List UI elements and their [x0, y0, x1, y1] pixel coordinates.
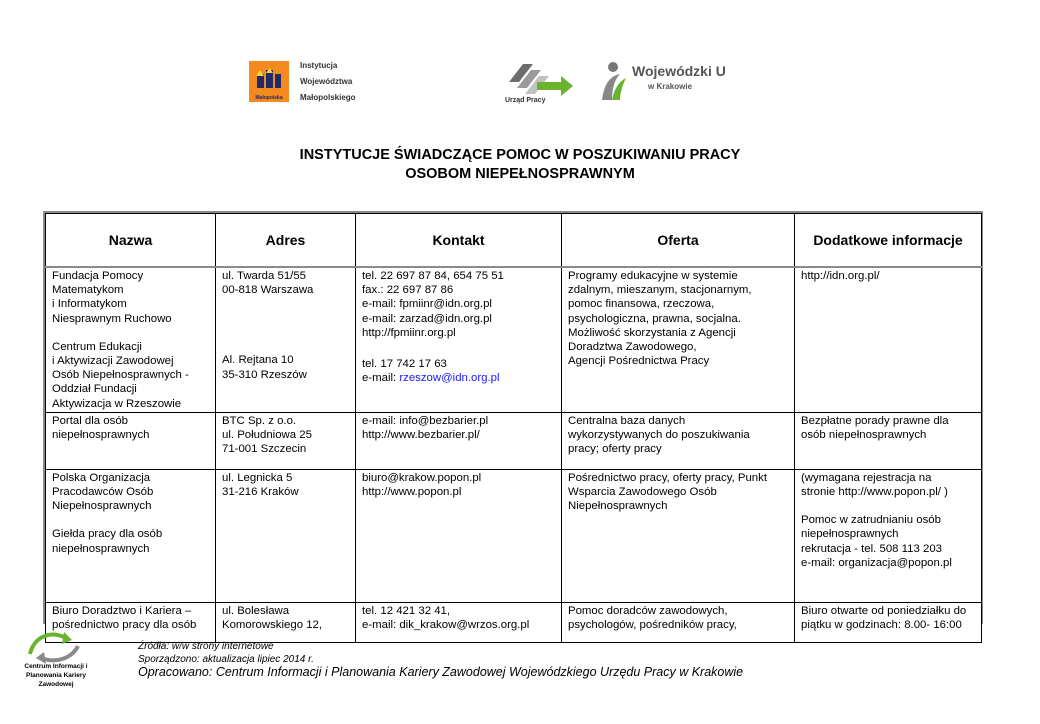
- cell-oferta: [562, 602, 795, 642]
- info-text: (wymagana rejestracja na stronie http://www.popon.pl/ ): [801, 471, 948, 499]
- table-row: [46, 469, 982, 602]
- cell-oferta: [562, 267, 795, 412]
- urzad-pracy-caption: Urząd Pracy: [505, 97, 546, 104]
- cell-kontakt: [356, 267, 562, 412]
- column-header-adres: Adres: [216, 214, 356, 268]
- cell-nazwa: [46, 469, 216, 602]
- cell-kontakt: [356, 602, 562, 642]
- oferta-text: Pośrednictwo pracy, oferty pracy, Punkt Wsparcia Zawodowego Osób Niepełnosprawnych: [568, 471, 767, 513]
- cell-adres: [216, 412, 356, 469]
- cell-info: [795, 412, 982, 469]
- nazwa-text: Biuro Doradztwo i Kariera – pośrednictwo pracy dla osób: [52, 604, 197, 632]
- cell-info: [795, 267, 982, 412]
- kontakt-text: e-mail: info@bezbarier.pl http://www.bezbarier.pl/: [362, 414, 489, 442]
- nazwa-text: Fundacja Pomocy Matematykom i Informatykom Niesprawnym Ruchowo: [52, 270, 172, 325]
- footnote-source: Źródła: w/w strony internetowe: [138, 641, 274, 652]
- cip-caption: Centrum Informacji i Planowania Kariery Zawodowej: [24, 663, 88, 688]
- cell-info: [795, 469, 982, 602]
- column-header-nazwa: Nazwa: [46, 214, 216, 268]
- kontakt-text: tel. 17 742 17 63: [362, 358, 447, 371]
- cell-oferta: [562, 412, 795, 469]
- institution-line-3: Małopolskiego: [300, 93, 356, 102]
- cell-kontakt: [356, 469, 562, 602]
- institution-text: [300, 58, 356, 106]
- footnote-author: Opracowano: Centrum Informacji i Planowania Kariery Zawodowej Wojewódzkiego Urzędu Pracy w Krakowie: [138, 665, 744, 679]
- adres-text: ul. Legnicka 5 31-216 Kraków: [222, 471, 299, 499]
- table-row: [46, 602, 982, 642]
- nazwa-text: Portal dla osób niepełnosprawnych: [52, 414, 150, 442]
- wup-title: Wojewódzki U: [632, 63, 726, 79]
- adres-text: BTC Sp. z o.o. ul. Południowa 25 71-001 Szczecin: [222, 414, 312, 456]
- adres-text: ul. Twarda 51/55 00-818 Warszawa: [222, 270, 314, 297]
- nazwa-text: Polska Organizacja Pracodawców Osób Niepełnosprawnych: [52, 471, 154, 513]
- info-link[interactable]: http://idn.org.pl/: [801, 270, 880, 282]
- oferta-text: Programy edukacyjne w systemie zdalnym, mieszanym, stacjonarnym, pomoc finansowa, rzeczowa, psychologiczna, prawna, socjalna. Możliwość skorzystania z Agencji Doradztwa Zawodowego, Agencji Pośrednictwa Pracy: [568, 270, 752, 368]
- cell-oferta: [562, 469, 795, 602]
- email-label: e-mail:: [362, 372, 400, 385]
- cell-adres: [216, 469, 356, 602]
- castle-icon: [256, 68, 282, 90]
- info-text: Pomoc w zatrudnianiu osób niepełnosprawnych rekrutacja - tel. 508 113 203 e-mail: organizacja@popon.pl: [801, 514, 952, 569]
- adres-text: Al. Rejtana 10 35-310 Rzeszów: [222, 354, 307, 381]
- column-header-kontakt: Kontakt: [356, 214, 562, 268]
- nazwa-text: Centrum Edukacji i Aktywizacji Zawodowej Osób Niepełnosprawnych - Oddział Fundacji Aktywizacja w Rzeszowie: [52, 340, 189, 410]
- table-row: [46, 412, 982, 469]
- wup-subtitle: w Krakowie: [648, 82, 693, 91]
- email-link[interactable]: rzeszow@idn.org.pl: [399, 372, 500, 385]
- table-header-row: [46, 214, 982, 268]
- adres-text: ul. Bolesława Komorowskiego 12,: [222, 604, 323, 632]
- oferta-text: Pomoc doradców zawodowych, psychologów, pośredników pracy,: [568, 604, 737, 632]
- column-header-dodatkowe: Dodatkowe informacje: [795, 214, 982, 268]
- institutions-table: [43, 211, 983, 632]
- malopolska-logo: [249, 61, 289, 102]
- cell-nazwa: [46, 412, 216, 469]
- cell-kontakt: [356, 412, 562, 469]
- oferta-text: Centralna baza danych wykorzystywanych do poszukiwania pracy; oferty pracy: [568, 414, 750, 456]
- info-text: Biuro otwarte od poniedziałku do piątku w godzinach: 8.00- 16:00: [801, 604, 967, 632]
- info-text: Bezpłatne porady prawne dla osób niepełnosprawnych: [801, 414, 949, 442]
- cell-nazwa: [46, 267, 216, 412]
- cell-adres: [216, 602, 356, 642]
- table-row: [46, 267, 982, 412]
- column-header-oferta: Oferta: [562, 214, 795, 268]
- cell-info: [795, 602, 982, 642]
- cell-adres: [216, 267, 356, 412]
- document-title-line-1: INSTYTUCJE ŚWIADCZĄCE POMOC W POSZUKIWANIU PRACY: [299, 147, 741, 163]
- wup-logo: [598, 60, 628, 104]
- malopolska-caption: Małopolska: [255, 95, 283, 101]
- nazwa-text: Giełda pracy dla osób niepełnosprawnych: [52, 528, 163, 555]
- kontakt-text: tel. 22 697 87 84, 654 75 51 fax.: 22 697 87 86 e-mail: fpmiinr@idn.org.pl e-mail: zarzad@idn.org.pl http://fpmiinr.org.pl: [362, 270, 504, 339]
- institution-line-2: Województwa: [300, 77, 353, 86]
- kontakt-text: tel. 12 421 32 41, e-mail: dik_krakow@wrzos.org.pl: [362, 604, 530, 632]
- footnote-prepared: Sporządzono: aktualizacja lipiec 2014 r.: [138, 654, 314, 665]
- institution-line-1: Instytucja: [300, 61, 338, 70]
- kontakt-text: biuro@krakow.popon.pl http://www.popon.pl: [362, 471, 482, 499]
- document-title-line-2: OSOBOM NIEPEŁNOSPRAWNYM: [405, 166, 635, 182]
